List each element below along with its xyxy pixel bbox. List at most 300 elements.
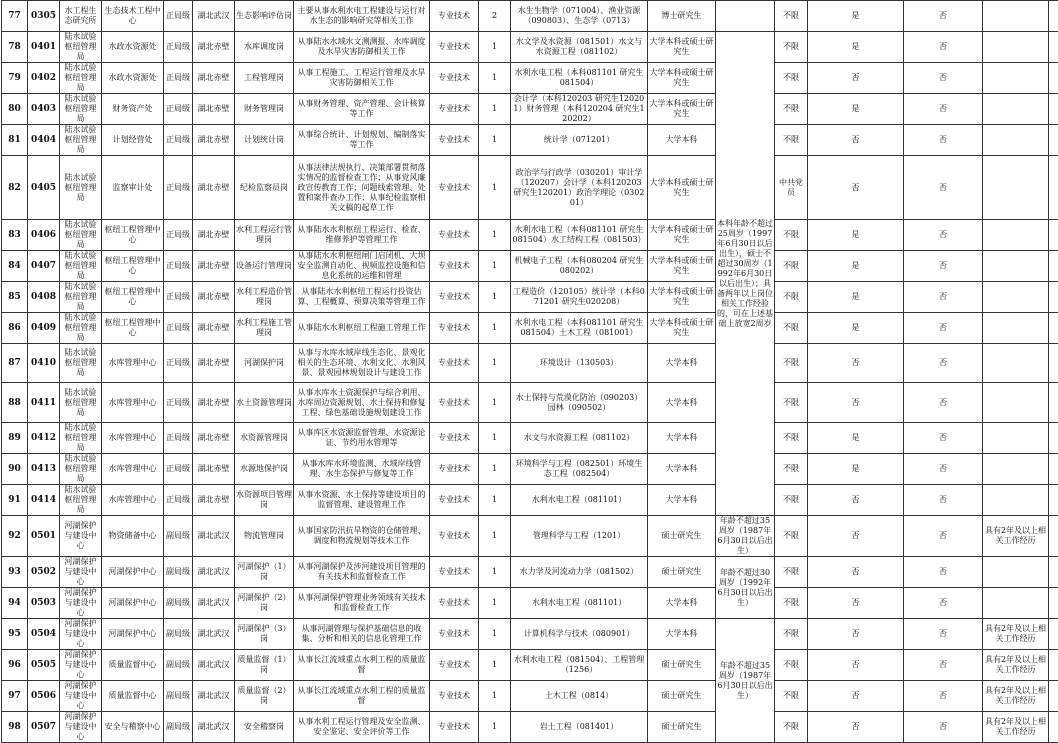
work-location: 湖北武汉: [193, 619, 235, 650]
other-conditions: [983, 383, 1049, 423]
unit-name: 陆水试验枢纽管理局: [60, 156, 102, 220]
work-location: 湖北赤壁: [193, 454, 235, 485]
unit-name: 陆水试验枢纽管理局: [60, 344, 102, 383]
hiring-count: 1: [479, 681, 511, 712]
work-location: 湖北赤壁: [193, 344, 235, 383]
requirement-flag-a: 是: [808, 32, 904, 63]
unit-level: 正局级: [164, 125, 193, 156]
work-location: 湖北武汉: [193, 588, 235, 619]
post-duties: 从事陆水水域水文测测报、水库调度及水旱灾害防御相关工作: [294, 32, 430, 63]
post-duties: 从事长江流域重点水利工程的质量监督: [294, 681, 430, 712]
remarks-cell: [1049, 650, 1058, 681]
hiring-count: 1: [479, 588, 511, 619]
post-name: 水利工程造价管理岗: [235, 282, 294, 313]
requirement-flag-a: 是: [808, 423, 904, 454]
requirement-flag-a: 否: [808, 63, 904, 94]
hiring-count: 1: [479, 63, 511, 94]
requirement-flag-a: 是: [808, 251, 904, 282]
row-number: 78: [2, 32, 28, 63]
post-code: 0402: [28, 63, 60, 94]
major-requirement: 计算机科学与技术（080901）: [511, 619, 648, 650]
requirement-flag-b: 否: [904, 650, 983, 681]
major-requirement: 政治学与行政学（030201）审计学（120207）会计学（本科120203 研究生120201）政治学理论（030201）: [511, 156, 648, 220]
political-status: 不限: [775, 588, 808, 619]
table-row: [2, 423, 1058, 454]
post-name: 水库调度岗: [235, 32, 294, 63]
requirement-flag-b: 否: [904, 125, 983, 156]
education-requirement: 大学本科: [648, 125, 716, 156]
other-conditions: [983, 423, 1049, 454]
requirement-flag-b: 否: [904, 94, 983, 125]
requirement-flag-b: 否: [904, 588, 983, 619]
remarks-cell: [1049, 282, 1058, 313]
recruitment-table: [1, 0, 1058, 743]
department: 枢纽工程管理中心: [102, 251, 164, 282]
hiring-count: 1: [479, 485, 511, 516]
age-requirement: 年龄不超过30周岁（1992年6月30日以后出生）: [716, 557, 775, 619]
post-code: 0506: [28, 681, 60, 712]
table-row: [2, 220, 1058, 251]
post-code: 0401: [28, 32, 60, 63]
post-category: 专业技术: [430, 94, 479, 125]
department: 计划经营处: [102, 125, 164, 156]
requirement-flag-a: 否: [808, 344, 904, 383]
requirement-flag-a: 否: [808, 485, 904, 516]
education-requirement: 大学本科或硕士研究生: [648, 220, 716, 251]
table-row: [2, 1, 1058, 32]
unit-level: 正局级: [164, 94, 193, 125]
department: 水库管理中心: [102, 454, 164, 485]
unit-name: 陆水试验枢纽管理局: [60, 282, 102, 313]
unit-level: 正局级: [164, 156, 193, 220]
post-duties: 从事水资源、水土保持等建设项目的监督管理、建设管理工作: [294, 485, 430, 516]
unit-level: 正局级: [164, 251, 193, 282]
other-conditions: [983, 156, 1049, 220]
work-location: 湖北赤壁: [193, 32, 235, 63]
other-conditions: [983, 94, 1049, 125]
table-body: [2, 1, 1058, 743]
work-location: 湖北赤壁: [193, 282, 235, 313]
table-row: [2, 650, 1058, 681]
post-name: 设备运行管理岗: [235, 251, 294, 282]
education-requirement: 博士研究生: [648, 1, 716, 32]
post-duties: 从事库区水资源监督管理、水资源论证、节约用水管理等: [294, 423, 430, 454]
other-conditions: [983, 557, 1049, 588]
unit-level: 正局级: [164, 454, 193, 485]
post-name: 河湖保护（1）岗: [235, 557, 294, 588]
unit-level: 副局级: [164, 650, 193, 681]
remarks-cell: [1049, 485, 1058, 516]
post-category: 专业技术: [430, 251, 479, 282]
hiring-count: 1: [479, 712, 511, 743]
remarks-cell: [1049, 516, 1058, 557]
unit-name: 陆水试验枢纽管理局: [60, 454, 102, 485]
political-status: 不限: [775, 313, 808, 344]
post-code: 0504: [28, 619, 60, 650]
requirement-flag-b: 否: [904, 516, 983, 557]
post-duties: 从事水利工程运行管理及安全监测、安全鉴定、安全评价等工作: [294, 712, 430, 743]
post-category: 专业技术: [430, 423, 479, 454]
department: 水政水资源处: [102, 32, 164, 63]
other-conditions: [983, 32, 1049, 63]
row-number: 81: [2, 125, 28, 156]
work-location: 湖北武汉: [193, 681, 235, 712]
post-name: 物流管理岗: [235, 516, 294, 557]
table-row: [2, 557, 1058, 588]
political-status: 不限: [775, 32, 808, 63]
department: 监察审计处: [102, 156, 164, 220]
row-number: 94: [2, 588, 28, 619]
hiring-count: 1: [479, 94, 511, 125]
row-number: 96: [2, 650, 28, 681]
requirement-flag-a: 否: [808, 588, 904, 619]
hiring-count: 1: [479, 516, 511, 557]
major-requirement: 水利水电工程（081101）: [511, 588, 648, 619]
table-row: [2, 251, 1058, 282]
row-number: 84: [2, 251, 28, 282]
unit-level: 正局级: [164, 485, 193, 516]
post-category: 专业技术: [430, 454, 479, 485]
table-row: [2, 588, 1058, 619]
education-requirement: 大学本科: [648, 454, 716, 485]
row-number: 79: [2, 63, 28, 94]
table-row: [2, 516, 1058, 557]
political-status: 中共党员: [775, 156, 808, 220]
major-requirement: 水生生物学（071004）、渔业资源（090803）、生态学（0713）: [511, 1, 648, 32]
requirement-flag-a: 是: [808, 94, 904, 125]
post-code: 0501: [28, 516, 60, 557]
requirement-flag-a: 否: [808, 712, 904, 743]
major-requirement: 水利水电工程（本科081101 研究生081504）: [511, 63, 648, 94]
work-location: 湖北赤壁: [193, 63, 235, 94]
education-requirement: 大学本科或硕士研究生: [648, 251, 716, 282]
table-row: [2, 313, 1058, 344]
political-status: 不限: [775, 282, 808, 313]
row-number: 98: [2, 712, 28, 743]
political-status: 不限: [775, 251, 808, 282]
unit-level: 副局级: [164, 588, 193, 619]
row-number: 85: [2, 282, 28, 313]
requirement-flag-a: 是: [808, 1, 904, 32]
post-code: 0505: [28, 650, 60, 681]
post-code: 0502: [28, 557, 60, 588]
requirement-flag-b: 否: [904, 63, 983, 94]
post-duties: 从事财务管理、资产管理、会计核算等工作: [294, 94, 430, 125]
row-number: 93: [2, 557, 28, 588]
requirement-flag-a: 是: [808, 282, 904, 313]
department: 枢纽工程管理中心: [102, 220, 164, 251]
department: 财务资产处: [102, 94, 164, 125]
education-requirement: 硕士研究生: [648, 557, 716, 588]
table-row: [2, 125, 1058, 156]
post-category: 专业技术: [430, 650, 479, 681]
major-requirement: 水力学及河流动力学（081502）: [511, 557, 648, 588]
requirement-flag-b: 否: [904, 1, 983, 32]
department: 水库管理中心: [102, 423, 164, 454]
education-requirement: 大学本科或硕士研究生: [648, 32, 716, 63]
requirement-flag-b: 否: [904, 383, 983, 423]
major-requirement: 工程造价（120105）统计学（本科071201 研究生020208）: [511, 282, 648, 313]
work-location: 湖北赤壁: [193, 251, 235, 282]
major-requirement: 水利水电工程（081101）: [511, 485, 648, 516]
major-requirement: 岩土工程（081401）: [511, 712, 648, 743]
department: 质量监督中心: [102, 681, 164, 712]
post-duties: 从事综合统计、计划规划、编制落实等工作: [294, 125, 430, 156]
row-number: 87: [2, 344, 28, 383]
department: 质量监督中心: [102, 650, 164, 681]
post-code: 0404: [28, 125, 60, 156]
post-code: 0413: [28, 454, 60, 485]
department: 生态技术工程中心: [102, 1, 164, 32]
major-requirement: 水利水电工程（本科081101 研究生081504）土木工程（081001）: [511, 313, 648, 344]
department: 安全与稽察中心: [102, 712, 164, 743]
post-code: 0503: [28, 588, 60, 619]
other-conditions: [983, 344, 1049, 383]
post-code: 0411: [28, 383, 60, 423]
hiring-count: 1: [479, 383, 511, 423]
post-name: 河湖保护（2）岗: [235, 588, 294, 619]
other-conditions: [983, 251, 1049, 282]
unit-name: 陆水试验枢纽管理局: [60, 485, 102, 516]
age-requirement: 本科年龄不超过25周岁（1997年6月30日以后出生），硕士不超过30周岁（1992年6月30日以后出生）；具备两年以上岗位相关工作经验的，可在上述基础上放宽2周岁: [716, 32, 775, 516]
remarks-cell: [1049, 423, 1058, 454]
political-status: 不限: [775, 63, 808, 94]
age-requirement: 年龄不超过35周岁（1987年6月30日以后出生）: [716, 619, 775, 743]
row-number: 90: [2, 454, 28, 485]
work-location: 湖北赤壁: [193, 383, 235, 423]
post-code: 0507: [28, 712, 60, 743]
remarks-cell: [1049, 681, 1058, 712]
post-duties: 主要从事水利水电工程建设与运行对水生态的影响研究等相关工作: [294, 1, 430, 32]
major-requirement: 会计学（本科120203 研究生120201）财务管理（本科120204 研究生120202）: [511, 94, 648, 125]
education-requirement: 大学本科或硕士研究生: [648, 282, 716, 313]
post-code: 0414: [28, 485, 60, 516]
post-code: 0305: [28, 1, 60, 32]
unit-level: 正局级: [164, 383, 193, 423]
major-requirement: 管理科学与工程（1201）: [511, 516, 648, 557]
unit-level: 副局级: [164, 619, 193, 650]
education-requirement: 大学本科或硕士研究生: [648, 94, 716, 125]
requirement-flag-b: 否: [904, 712, 983, 743]
unit-level: 副局级: [164, 681, 193, 712]
major-requirement: 环境设计（130503）: [511, 344, 648, 383]
requirement-flag-b: 否: [904, 251, 983, 282]
unit-level: 副局级: [164, 557, 193, 588]
remarks-cell: [1049, 94, 1058, 125]
political-status: 不限: [775, 344, 808, 383]
table-row: [2, 32, 1058, 63]
political-status: 不限: [775, 383, 808, 423]
department: 水库管理中心: [102, 383, 164, 423]
remarks-cell: [1049, 383, 1058, 423]
post-name: 水源地保护岗: [235, 454, 294, 485]
post-code: 0403: [28, 94, 60, 125]
requirement-flag-b: 否: [904, 220, 983, 251]
remarks-cell: [1049, 125, 1058, 156]
post-duties: 从事陆水水利枢纽工程施工管理工作: [294, 313, 430, 344]
major-requirement: 土木工程（0814）: [511, 681, 648, 712]
table-row: [2, 63, 1058, 94]
requirement-flag-b: 否: [904, 485, 983, 516]
unit-name: 陆水试验枢纽管理局: [60, 94, 102, 125]
post-duties: 从事河湖管理与保护基础信息的收集、分析和相关的信息化管理工作: [294, 619, 430, 650]
post-name: 质量监督（1）岗: [235, 650, 294, 681]
unit-level: 正局级: [164, 423, 193, 454]
political-status: 不限: [775, 125, 808, 156]
requirement-flag-a: 否: [808, 156, 904, 220]
post-duties: 从事工程施工、工程运行管理及水旱灾害防御相关工作: [294, 63, 430, 94]
post-name: 水土资源管理岗: [235, 383, 294, 423]
post-category: 专业技术: [430, 313, 479, 344]
post-code: 0412: [28, 423, 60, 454]
unit-level: 正局级: [164, 220, 193, 251]
other-conditions: 具有2年及以上相关工作经历: [983, 619, 1049, 650]
post-name: 纪检监察员岗: [235, 156, 294, 220]
unit-level: 正局级: [164, 344, 193, 383]
work-location: 湖北赤壁: [193, 220, 235, 251]
post-duties: 从事国家防汛抗旱物资的仓储管理、调度和物流规划等技术工作: [294, 516, 430, 557]
remarks-cell: [1049, 712, 1058, 743]
hiring-count: 2: [479, 1, 511, 32]
hiring-count: 1: [479, 344, 511, 383]
other-conditions: [983, 282, 1049, 313]
unit-name: 水工程生态研究所: [60, 1, 102, 32]
remarks-cell: [1049, 32, 1058, 63]
unit-name: 河湖保护与建设中心: [60, 712, 102, 743]
hiring-count: 1: [479, 220, 511, 251]
remarks-cell: [1049, 1, 1058, 32]
other-conditions: [983, 454, 1049, 485]
unit-level: 正局级: [164, 1, 193, 32]
post-code: 0409: [28, 313, 60, 344]
remarks-cell: [1049, 63, 1058, 94]
post-duties: 从事河湖保护及涉河建设项目管理的有关技术和监督检查工作: [294, 557, 430, 588]
row-number: 77: [2, 1, 28, 32]
table-row: [2, 383, 1058, 423]
political-status: 不限: [775, 220, 808, 251]
other-conditions: [983, 220, 1049, 251]
political-status: 不限: [775, 454, 808, 485]
political-status: 不限: [775, 619, 808, 650]
requirement-flag-b: 否: [904, 557, 983, 588]
requirement-flag-b: 否: [904, 156, 983, 220]
education-requirement: 大学本科: [648, 485, 716, 516]
post-duties: 从事陆水水利枢纽闸门启闭机、大坝安全监测自动化、视频监控设施和信息化系统的运维和管理: [294, 251, 430, 282]
requirement-flag-a: 否: [808, 650, 904, 681]
hiring-count: 1: [479, 423, 511, 454]
table-row: [2, 681, 1058, 712]
post-category: 专业技术: [430, 125, 479, 156]
work-location: 湖北武汉: [193, 516, 235, 557]
education-requirement: 硕士研究生: [648, 681, 716, 712]
post-duties: 从事水库水土资源保护与综合利用、水库周边资源规划、水土保持和修复工程、绿色基础设施规划建设工作: [294, 383, 430, 423]
requirement-flag-b: 否: [904, 681, 983, 712]
education-requirement: 大学本科: [648, 344, 716, 383]
requirement-flag-a: 是: [808, 454, 904, 485]
work-location: 湖北武汉: [193, 650, 235, 681]
post-name: 生态影响评估岗: [235, 1, 294, 32]
other-conditions: [983, 588, 1049, 619]
work-location: 湖北赤壁: [193, 94, 235, 125]
education-requirement: 硕士研究生: [648, 712, 716, 743]
education-requirement: 硕士研究生: [648, 650, 716, 681]
requirement-flag-a: 否: [808, 557, 904, 588]
major-requirement: 水利水电工程（本科081101 研究生081504）水工结构工程（081503）: [511, 220, 648, 251]
hiring-count: 1: [479, 557, 511, 588]
remarks-cell: [1049, 619, 1058, 650]
post-code: 0408: [28, 282, 60, 313]
post-name: 质量监督（2）岗: [235, 681, 294, 712]
post-category: 专业技术: [430, 156, 479, 220]
work-location: 湖北武汉: [193, 1, 235, 32]
major-requirement: 水文与水资源工程（081102）: [511, 423, 648, 454]
post-code: 0406: [28, 220, 60, 251]
hiring-count: 1: [479, 251, 511, 282]
post-category: 专业技术: [430, 485, 479, 516]
department: 水政水资源处: [102, 63, 164, 94]
education-requirement: 大学本科: [648, 383, 716, 423]
unit-name: 河湖保护与建设中心: [60, 619, 102, 650]
unit-name: 陆水试验枢纽管理局: [60, 220, 102, 251]
department: 河湖保护中心: [102, 557, 164, 588]
remarks-cell: [1049, 220, 1058, 251]
post-category: 专业技术: [430, 344, 479, 383]
requirement-flag-a: 是: [808, 313, 904, 344]
requirement-flag-b: 否: [904, 32, 983, 63]
age-requirement: [716, 1, 775, 32]
political-status: 不限: [775, 650, 808, 681]
post-category: 专业技术: [430, 383, 479, 423]
table-row: [2, 94, 1058, 125]
unit-level: 正局级: [164, 282, 193, 313]
post-category: 专业技术: [430, 588, 479, 619]
major-requirement: 机械电子工程（本科080204 研究生080202）: [511, 251, 648, 282]
requirement-flag-b: 否: [904, 619, 983, 650]
unit-name: 陆水试验枢纽管理局: [60, 32, 102, 63]
post-duties: 从事水库水环境监测、水域岸线管理、水生态保护与修复等工作: [294, 454, 430, 485]
department: 枢纽工程管理中心: [102, 282, 164, 313]
other-conditions: 具有2年及以上相关工作经历: [983, 712, 1049, 743]
major-requirement: 水利水电工程（081504）、工程管理（1256）: [511, 650, 648, 681]
major-requirement: 统计学（071201）: [511, 125, 648, 156]
education-requirement: 大学本科或硕士研究生: [648, 63, 716, 94]
unit-level: 正局级: [164, 63, 193, 94]
other-conditions: [983, 125, 1049, 156]
education-requirement: 大学本科: [648, 423, 716, 454]
unit-level: 副局级: [164, 516, 193, 557]
remarks-cell: [1049, 156, 1058, 220]
row-number: 86: [2, 313, 28, 344]
post-name: 计划统计岗: [235, 125, 294, 156]
political-status: 不限: [775, 485, 808, 516]
row-number: 89: [2, 423, 28, 454]
row-number: 95: [2, 619, 28, 650]
education-requirement: 硕士研究生: [648, 516, 716, 557]
remarks-cell: [1049, 344, 1058, 383]
post-name: 工程管理岗: [235, 63, 294, 94]
education-requirement: 大学本科或硕士研究生: [648, 156, 716, 220]
work-location: 湖北赤壁: [193, 313, 235, 344]
requirement-flag-b: 否: [904, 454, 983, 485]
department: 河湖保护中心: [102, 619, 164, 650]
other-conditions: 具有2年及以上相关工作经历: [983, 681, 1049, 712]
hiring-count: 1: [479, 282, 511, 313]
post-duties: 从事与水库水域岸线生态化、景观化相关的生态环境、水利文化、水利风景、景观园林规划设计与建设工作: [294, 344, 430, 383]
post-category: 专业技术: [430, 681, 479, 712]
hiring-count: 1: [479, 619, 511, 650]
post-category: 专业技术: [430, 220, 479, 251]
major-requirement: 水土保持与荒漠化防治（090203）园林（090502）: [511, 383, 648, 423]
